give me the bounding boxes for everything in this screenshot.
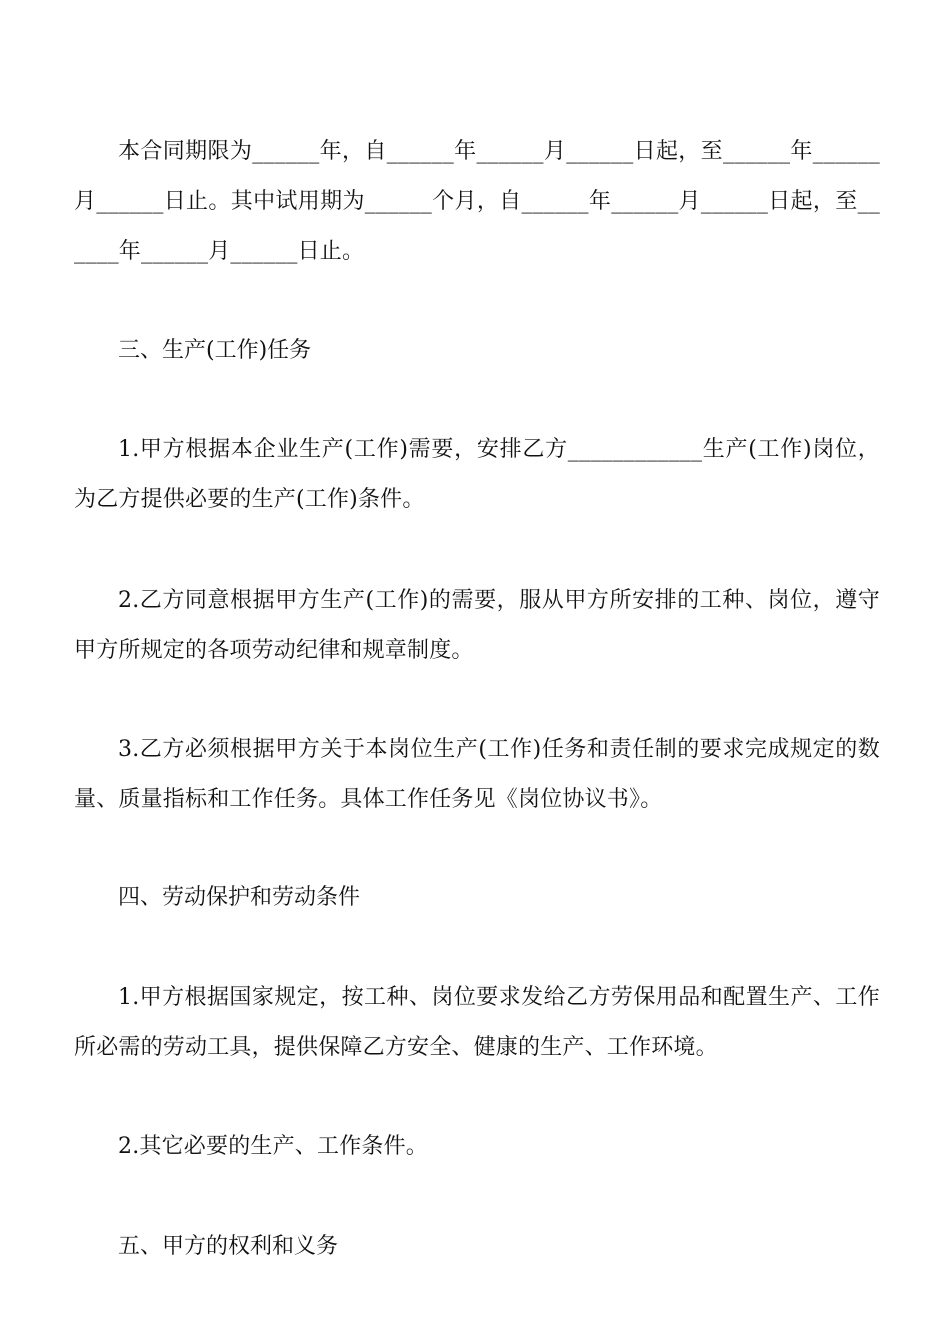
- section-3-item-2: 2.乙方同意根据甲方生产(工作)的需要，服从甲方所安排的工种、岗位，遵守甲方所规定的各项劳动纪律和规章制度。: [74, 588, 880, 663]
- section-4-item-1: 1.甲方根据国家规定，按工种、岗位要求发给乙方劳保用品和配置生产、工作所必需的劳动工具，提供保障乙方安全、健康的生产、工作环境。: [74, 985, 880, 1060]
- contract-term-paragraph: 本合同期限为______年，自______年______月______日起，至______年______月______日止。其中试用期为______个月，自______年______月______日起，至______年______月______日止。: [74, 139, 880, 264]
- section-4-heading: 四、劳动保护和劳动条件: [118, 885, 361, 910]
- section-4-item-2: 2.其它必要的生产、工作条件。: [118, 1134, 428, 1159]
- section-3-item-3: 3.乙方必须根据甲方关于本岗位生产(工作)任务和责任制的要求完成规定的数量、质量指标和工作任务。具体工作任务见《岗位协议书》。: [74, 737, 880, 812]
- section-3-heading: 三、生产(工作)任务: [118, 338, 312, 363]
- section-3-item-1: 1.甲方根据本企业生产(工作)需要，安排乙方____________生产(工作)岗位，为乙方提供必要的生产(工作)条件。: [74, 437, 880, 512]
- section-5-heading: 五、甲方的权利和义务: [118, 1234, 339, 1259]
